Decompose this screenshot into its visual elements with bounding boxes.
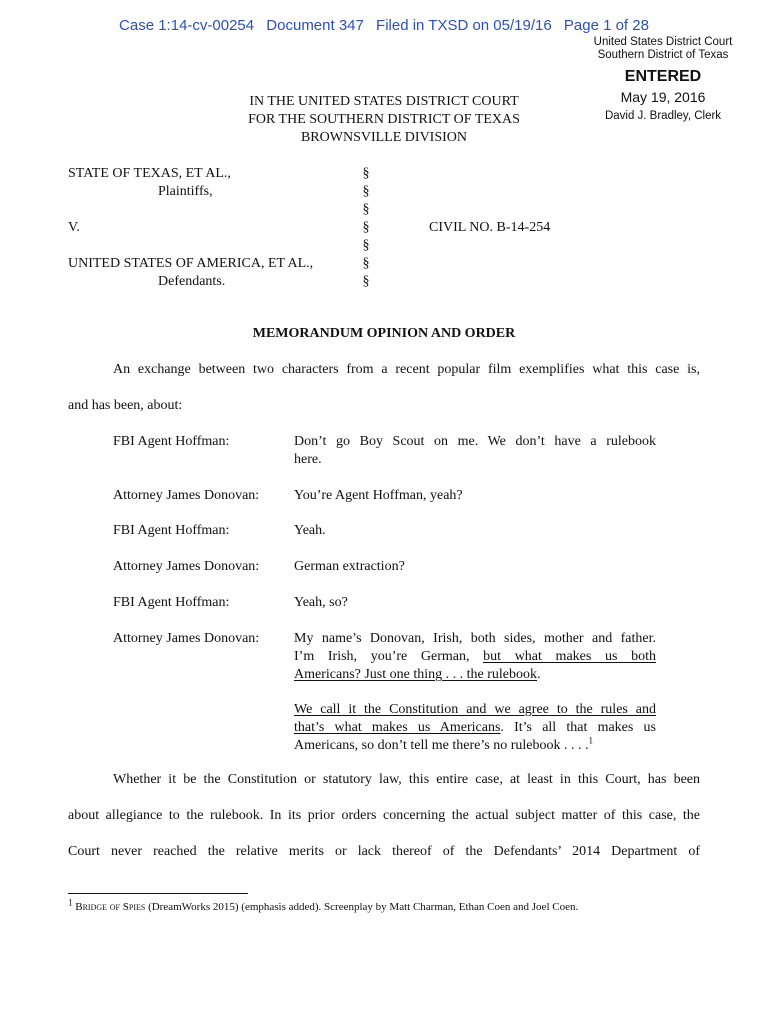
body-line-3: Court never reached the relative merits or lack thereof of the Defendants’ 2014 Department of (68, 844, 700, 859)
dialogue-line (294, 648, 656, 666)
stamp-district: Southern District of Texas (597, 49, 729, 61)
speaker-label: FBI Agent Hoffman: (113, 434, 230, 449)
footnote-reference[interactable]: 1 (588, 735, 593, 746)
body-line-2: about allegiance to the rulebook. In its prior orders concerning the actual subject matter of this case, the (68, 808, 700, 823)
speaker-label: Attorney James Donovan: (113, 631, 260, 646)
section-mark: § (362, 202, 370, 217)
footnote-divider (68, 893, 248, 894)
intro-line-2: and has been, about: (68, 398, 183, 413)
emphasis-text: that’s what makes us Americans (294, 720, 501, 735)
defendant-role: Defendants. (158, 274, 226, 289)
emphasis-text: but what makes us both (483, 649, 656, 664)
intro-line-1: An exchange between two characters from a recent popular film exemplifies what this case is, (113, 362, 700, 377)
filing-header (0, 17, 768, 34)
filed-date: Filed in TXSD on 05/19/16 (376, 17, 552, 34)
emphasis-text: the rulebook (466, 667, 538, 682)
footnote-text: (DreamWorks 2015) (emphasis added). Screenplay by Matt Charman, Ethan Coen and Joel Coen. (145, 901, 579, 913)
dialogue-line: Yeah, so? (294, 595, 348, 610)
defendant-name: UNITED STATES OF AMERICA, ET AL., (68, 256, 314, 271)
speaker-label: Attorney James Donovan: (113, 559, 260, 574)
plaintiff-name: STATE OF TEXAS, ET AL., (68, 166, 231, 181)
court-line-1: IN THE UNITED STATES DISTRICT COURT (249, 94, 519, 109)
stamp-clerk: David J. Bradley, Clerk (604, 110, 722, 122)
versus: V. (68, 220, 80, 235)
document-title: MEMORANDUM OPINION AND ORDER (252, 326, 516, 341)
section-mark: § (362, 166, 370, 181)
court-line-3: BROWNSVILLE DIVISION (300, 130, 468, 145)
dialogue-line: here. (294, 452, 322, 467)
dialogue-line (294, 719, 656, 737)
footnote-film-title: Bridge of Spies (75, 901, 146, 913)
dialogue-text: Americans, so don’t tell me there’s no rulebook . . . . (294, 738, 589, 753)
emphasis-text: Americans? (294, 667, 361, 682)
civil-number: CIVIL NO. B-14-254 (429, 220, 551, 235)
dialogue-line: Yeah. (294, 523, 326, 538)
entered-stamp (582, 36, 744, 123)
case-number: Case 1:14-cv-00254 (119, 17, 255, 34)
section-mark: § (362, 256, 370, 271)
stamp-date: May 19, 2016 (620, 89, 706, 105)
section-mark: § (362, 238, 370, 253)
dialogue-text: . (537, 667, 541, 682)
emphasis-text: Just one thing . . . (360, 667, 467, 682)
dialogue-line: German extraction? (294, 559, 405, 574)
dialogue-line: My name’s Donovan, Irish, both sides, mother and father. (294, 631, 656, 646)
document-number: Document 347 (266, 17, 364, 34)
body-line-1: Whether it be the Constitution or statutory law, this entire case, at least in this Court, has been (113, 772, 700, 787)
section-mark: § (362, 184, 370, 199)
dialogue-line (294, 666, 656, 684)
court-line-2: FOR THE SOUTHERN DISTRICT OF TEXAS (248, 112, 520, 127)
section-mark: § (362, 220, 370, 235)
court-heading (200, 93, 568, 147)
speaker-label: Attorney James Donovan: (113, 488, 260, 503)
speaker-label: FBI Agent Hoffman: (113, 523, 230, 538)
dialogue-line: You’re Agent Hoffman, yeah? (294, 488, 463, 503)
stamp-court: United States District Court (593, 36, 733, 48)
emphasis-text: We call it the Constitution and we agree to the rules and (294, 702, 656, 717)
dialogue-line (294, 737, 656, 755)
footnote-number: 1 (68, 897, 73, 908)
dialogue-line: Don’t go Boy Scout on me. We don’t have a rulebook (294, 434, 656, 449)
plaintiff-role: Plaintiffs, (158, 184, 213, 199)
dialogue-text: I’m Irish, you’re German, (294, 649, 484, 664)
page-indicator: Page 1 of 28 (563, 17, 649, 34)
stamp-status: ENTERED (624, 68, 702, 85)
section-mark: § (362, 274, 370, 289)
speaker-label: FBI Agent Hoffman: (113, 595, 230, 610)
footnote (68, 897, 579, 913)
dialogue-text: . It’s all that makes us (500, 720, 656, 735)
dialogue-line (294, 701, 656, 719)
